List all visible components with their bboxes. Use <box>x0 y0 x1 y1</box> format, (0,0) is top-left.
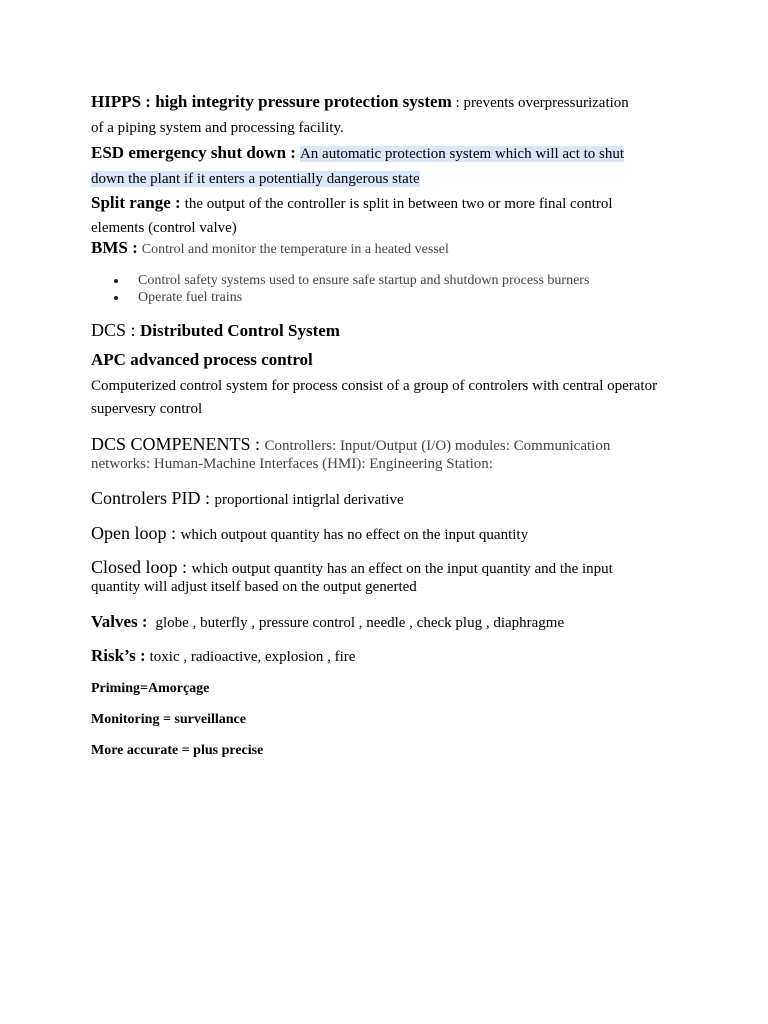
closed-loop-desc: which output quantity has an effect on the input quantity and the input <box>191 561 613 577</box>
closed-loop-line <box>91 557 613 578</box>
valves-line <box>91 612 564 632</box>
glossary-item-priming: Priming=Amorçage <box>91 681 210 696</box>
split-range-term: Split range : <box>91 193 181 212</box>
apc-term: APC advanced process control <box>91 350 313 369</box>
esd-line <box>91 143 624 163</box>
split-range-desc-line2: elements (control valve) <box>91 220 237 236</box>
bullet-icon <box>114 279 118 283</box>
hipps-term: HIPPS : high integrity pressure protection system <box>91 92 452 111</box>
esd-desc-line2: down the plant if it enters a potentially dangerous state <box>91 171 420 187</box>
esd-line2 <box>91 170 420 188</box>
hipps-desc-line2: of a piping system and processing facility. <box>91 120 344 136</box>
esd-desc: An automatic protection system which will act to shut <box>299 146 625 162</box>
risks-term: Risk’s : <box>91 646 146 665</box>
apc-desc-line2: supervesry control <box>91 401 203 417</box>
hipps-desc: prevents overpressurization <box>463 95 629 111</box>
controllers-pid-desc: proportional intigrlal derivative <box>214 492 404 508</box>
apc-desc: Computerized control system for process consist of a group of controlers with central operator <box>91 378 658 394</box>
dcs-term: Distributed Control System <box>140 321 340 340</box>
bms-desc: Control and monitor the temperature in a heated vessel <box>141 242 449 257</box>
controllers-pid-line <box>91 488 404 509</box>
split-range-line <box>91 193 613 213</box>
risks-desc: toxic , radioactive, explosion , fire <box>149 649 356 665</box>
dcs-components-term: DCS COMPENENTS : <box>91 434 265 454</box>
esd-term: ESD emergency shut down : <box>91 143 296 162</box>
hipps-line <box>91 92 629 112</box>
hipps-sep: : <box>451 95 464 111</box>
bms-bullet-list <box>91 272 589 306</box>
bullet-icon <box>114 296 118 300</box>
split-range-desc: the output of the controller is split in between two or more final control <box>184 196 613 212</box>
valves-term: Valves : <box>91 612 148 631</box>
open-loop-term: Open loop : <box>91 523 181 543</box>
apc-line <box>91 350 313 370</box>
glossary-item-monitoring: Monitoring = surveillance <box>91 712 246 727</box>
open-loop-desc: which outpout quantity has no effect on the input quantity <box>180 527 529 543</box>
bms-line <box>91 238 449 258</box>
controllers-pid-term: Controlers PID : <box>91 488 215 508</box>
dcs-line <box>91 320 340 341</box>
closed-loop-desc-line2: quantity will adjust itself based on the output generted <box>91 579 417 595</box>
dcs-components-desc-line2: networks: Human-Machine Interfaces (HMI): Engineering Station: <box>91 456 493 472</box>
bms-term: BMS : <box>91 238 138 257</box>
risks-line <box>91 646 355 666</box>
closed-loop-term: Closed loop : <box>91 557 192 577</box>
list-item: Operate fuel trains <box>91 289 589 306</box>
list-item: Control safety systems used to ensure safe startup and shutdown process burners <box>91 272 589 289</box>
valves-desc: globe , buterfly , pressure control , needle , check plug , diaphragme <box>155 615 565 631</box>
open-loop-line <box>91 523 528 544</box>
dcs-components-line <box>91 434 610 455</box>
glossary-item-accurate: More accurate = plus precise <box>91 743 264 758</box>
dcs-prefix: DCS : <box>91 320 141 340</box>
dcs-components-desc: Controllers: Input/Output (I/O) modules: Communication <box>264 438 611 454</box>
